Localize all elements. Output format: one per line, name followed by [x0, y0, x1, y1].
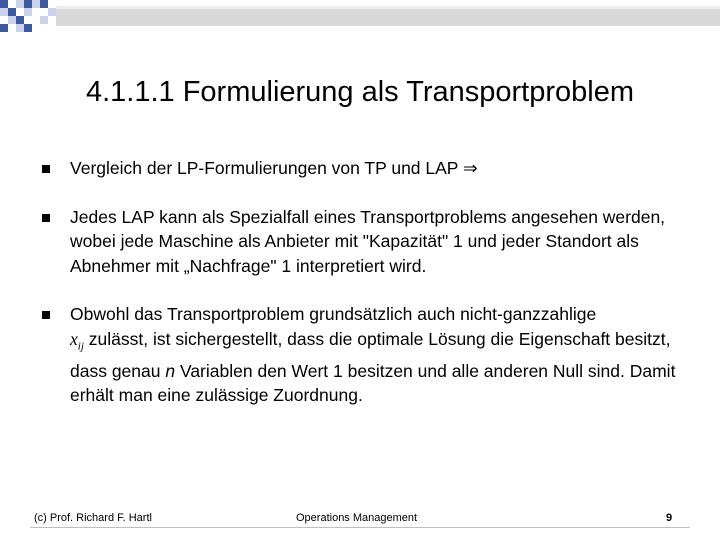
footer-course: Operations Management: [296, 512, 418, 524]
variable-x-ij: [70, 328, 84, 352]
slide-title: 4.1.1.1 Formulierung als Transportproblem: [85, 76, 635, 108]
variable-base: x: [70, 328, 78, 349]
bullet-item-3: [42, 302, 692, 408]
bullet-text-part-3: Variablen den Wert 1 besitzen und alle anderen Null sind. Damit erhält man eine zulässige Zuordnung.: [70, 360, 676, 405]
square-bullet-icon: [42, 165, 50, 173]
bullet-text-part-2: zulässt, ist sichergestellt, dass die optimale Lösung die Eigenschaft besitzt, dass genau: [70, 328, 671, 381]
variable-n: n: [165, 360, 176, 381]
variable-subscript: ij: [77, 340, 84, 352]
bullet-text: Jedes LAP kann als Spezialfall eines Transportproblems angesehen werden, wobei jede Maschine als Anbieter mit "Kapazität" 1 und jeder Standort als Abnehmer mit „Nachfrage" 1 interpretiert wird.: [70, 206, 666, 276]
page-number: 9: [666, 512, 673, 524]
bullet-text: Vergleich der LP-Formulierungen von TP und LAP ⇒: [70, 158, 478, 178]
square-bullet-icon: [42, 311, 50, 319]
bullet-text-part-1: Obwohl das Transportproblem grundsätzlich auch nicht-ganzzahlige: [70, 304, 597, 324]
bullet-list: [42, 156, 692, 432]
square-bullet-icon: [42, 214, 50, 222]
header-decoration: [0, 0, 720, 40]
footer-divider: [30, 527, 690, 528]
bullet-item-2: [42, 205, 692, 279]
footer-author: (c) Prof. Richard F. Hartl: [34, 512, 152, 524]
bullet-item-1: [42, 156, 692, 181]
